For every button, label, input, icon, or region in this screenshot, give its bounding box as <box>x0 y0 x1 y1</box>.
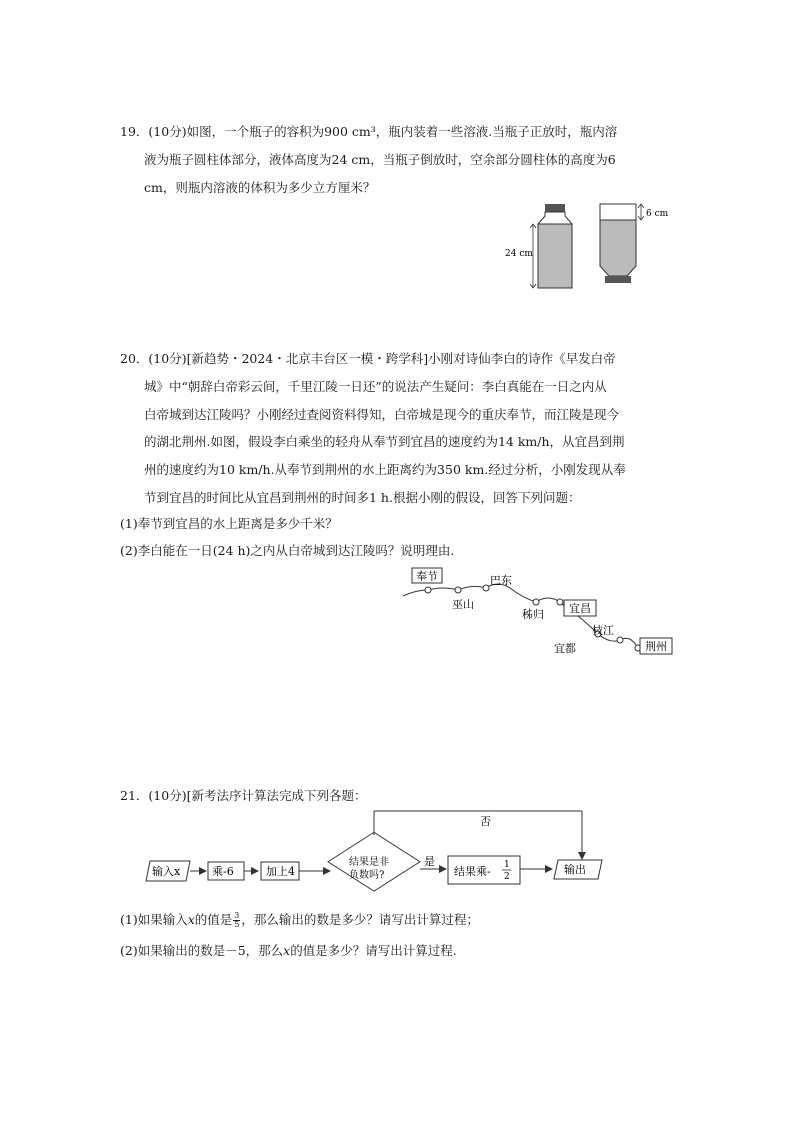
q21-sub2-text-b: 的值是多少？请写出计算过程. <box>290 943 457 958</box>
q20-sub-2: (2)李白能在一日(24 h)之内从白帝城到达江陵吗？说明理由. <box>120 543 455 558</box>
q20-line-1: 20．(10分)[新趋势・2024・北京丰台区一模・跨学科]小刚对诗仙李白的诗作《早发白帝 <box>120 351 616 366</box>
q21-sub1-fraction <box>233 912 240 929</box>
output-label: 输出 <box>564 863 586 876</box>
bottle-figure <box>495 198 695 294</box>
result-den: 2 <box>504 872 510 882</box>
yes-label: 是 <box>424 855 435 868</box>
upright-bottle <box>505 204 572 288</box>
q20-line-2: 城》中“朝辞白帝彩云间，千里江陵一日还”的说法产生疑问：李白真能在一日之内从 <box>144 379 607 394</box>
q21-sub1-den: 5 <box>234 920 240 929</box>
label-yichang: 宜昌 <box>569 602 591 615</box>
empty-label: 6 cm <box>646 209 669 219</box>
result-num: 1 <box>504 860 510 870</box>
label-jingzhou: 荆州 <box>645 640 667 653</box>
q19-line-1: 19．(10分)如图，一个瓶子的容积为900 cm³，瓶内装着一些溶液.当瓶子正放时，瓶内溶 <box>120 124 618 139</box>
label-fengjie: 奉节 <box>416 570 438 583</box>
mul-label: 乘-6 <box>212 865 234 878</box>
label-zhijiang: 枝江 <box>592 624 614 637</box>
q21-sub1-text-c: ，那么输出的数是多少？请写出计算过程； <box>241 912 479 927</box>
q20-line-4: 的湖北荆州.如图，假设李白乘坐的轻舟从奉节到宜昌的速度约为14 km/h，从宜昌到荆 <box>144 434 625 449</box>
q20-line-6: 节到宜昌的时间比从宜昌到荆州的时间多1 h.根据小刚的假设，回答下列问题： <box>144 490 581 505</box>
input-label: 输入x <box>152 865 181 878</box>
q20-line-3: 白帝城到达江陵吗？小刚经过查阅资料得知，白帝城是现今的重庆奉节，而江陵是现今 <box>144 407 620 422</box>
add-label: 加上4 <box>266 865 295 878</box>
cond-line-2: 负数吗? <box>349 870 385 881</box>
cond-line-1: 结果是非 <box>349 857 389 868</box>
q21-sub1-var: x <box>187 912 195 927</box>
q19-line-3: cm，则瓶内溶液的体积为多少立方厘米？ <box>144 180 376 195</box>
q20-sub-1: (1)奉节到宜昌的水上距离是多少千米？ <box>120 516 338 531</box>
result-label: 结果乘- <box>454 865 491 878</box>
q19-line-2: 液为瓶子圆柱体部分，液体高度为24 cm，当瓶子倒放时，空余部分圆柱体的高度为6 <box>144 152 616 167</box>
q21-sub-2 <box>120 941 457 961</box>
inverted-bottle <box>600 204 669 283</box>
q21-sub2-var: x <box>283 943 291 958</box>
label-yidu: 宜都 <box>554 642 576 655</box>
q21-sub1-num: 3 <box>234 911 240 920</box>
river-map <box>398 562 688 672</box>
q21-title: 21．(10分)[新考法序计算法完成下列各题： <box>120 788 367 803</box>
label-wushan: 巫山 <box>452 598 474 611</box>
q21-sub-1 <box>120 910 479 930</box>
flowchart <box>140 805 610 895</box>
q21-sub2-text-a: (2)如果输出的数是－5，那么 <box>120 943 284 958</box>
no-label: 否 <box>480 815 491 828</box>
q20-line-5: 州的速度约为10 km/h.从奉节到荆州的水上距离约为350 km.经过分析，小刚发现从奉 <box>144 462 626 477</box>
label-zigui: 秭归 <box>522 608 544 621</box>
height-label: 24 cm <box>505 249 533 259</box>
q21-sub1-text-b: 的值是 <box>194 912 233 927</box>
label-badong: 巴东 <box>490 574 512 587</box>
q21-sub1-text-a: (1)如果输入 <box>120 912 188 927</box>
